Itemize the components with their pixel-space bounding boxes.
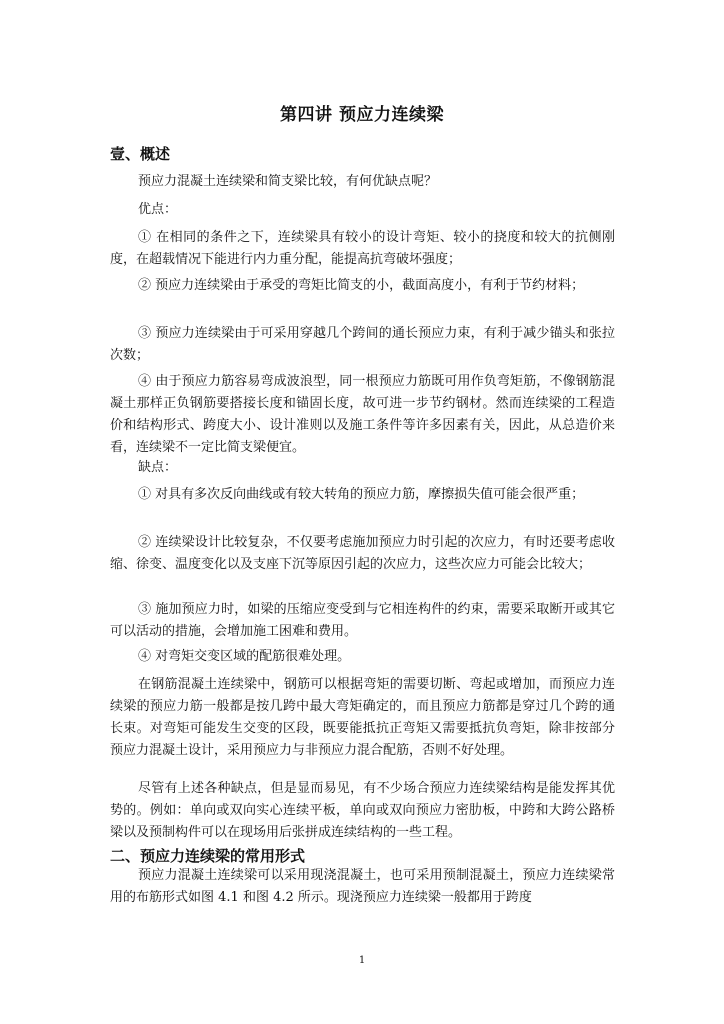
paragraph-advantage-4: ④ 由于预应力筋容易弯成波浪型，同一根预应力筋既可用作负弯矩筋，不像钢筋混凝土那样正负钢筋要搭接长度和锚固长度，故可进一步节约钢材。然而连续梁的工程造价和结构形式、跨度大小、设计准则以及施工条件等许多因素有关，因此，从总造价来看，连续梁不一定比简支梁便宜。	[110, 374, 615, 455]
section-heading-common-forms: 二、预应力连续梁的常用形式	[110, 847, 306, 865]
paragraph-applications: 尽管有上述各种缺点，但是显而易见，有不少场合预应力连续梁结构是能发挥其优势的。例如：单向或双向实心连续平板，单向或双向预应力密肋板，中跨和大跨公路桥梁以及预制构件可以在现场用后张拼成连续结构的一些工程。	[110, 781, 615, 840]
paragraph-disadvantage-4: ④ 对弯矩交变区域的配筋很难处理。	[138, 649, 351, 664]
paragraph-advantages-label: 优点：	[138, 202, 178, 217]
paragraph-disadvantages-label: 缺点：	[138, 460, 178, 475]
paragraph-advantage-2: ② 预应力连续梁由于承受的弯矩比简支的小，截面高度小，有利于节约材料；	[138, 278, 585, 293]
paragraph-advantage-3: ③ 预应力连续梁由于可采用穿越几个跨间的通长预应力束，有利于减少锚头和张拉次数；	[110, 326, 615, 363]
section-heading-overview: 壹、概述	[110, 145, 171, 163]
paragraph-common-forms-intro: 预应力混凝土连续梁可以采用现浇混凝土，也可采用预制混凝土，预应力连续梁常用的布筋形式如图 4.1 和图 4.2 所示。现浇预应力连续梁一般都用于跨度	[110, 868, 615, 905]
paragraph-reinforcement-discussion: 在钢筋混凝土连续梁中，钢筋可以根据弯矩的需要切断、弯起或增加，而预应力连续梁的预应力筋一般都是按几跨中最大弯矩确定的，而且预应力筋都是穿过几个跨的通长束。对弯矩可能发生交变的区段，既要能抵抗正弯矩又需要抵抗负弯矩，除非按部分预应力混凝土设计，采用预应力与非预应力混合配筋，否则不好处理。	[110, 677, 615, 758]
paragraph-advantage-1: ① 在相同的条件之下，连续梁具有较小的设计弯矩、较小的挠度和较大的抗侧刚度，在超载情况下能进行内力重分配，能提高抗弯破坏强度；	[110, 230, 615, 267]
paragraph-disadvantage-2: ② 连续梁设计比较复杂，不仅要考虑施加预应力时引起的次应力，有时还要考虑收缩、徐变、温度变化以及支座下沉等原因引起的次应力，这些次应力可能会比较大；	[110, 535, 615, 572]
document-title: 第四讲 预应力连续梁	[280, 105, 444, 125]
page-number: 1	[358, 955, 366, 966]
paragraph-intro-question: 预应力混凝土连续梁和简支梁比较，有何优缺点呢？	[138, 174, 438, 189]
paragraph-disadvantage-3: ③ 施加预应力时，如梁的压缩应变受到与它相连构件的约束，需要采取断开或其它可以活动的措施，会增加施工困难和费用。	[110, 602, 615, 639]
paragraph-disadvantage-1: ① 对具有多次反向曲线或有较大转角的预应力筋，摩擦损失值可能会很严重；	[138, 487, 585, 502]
